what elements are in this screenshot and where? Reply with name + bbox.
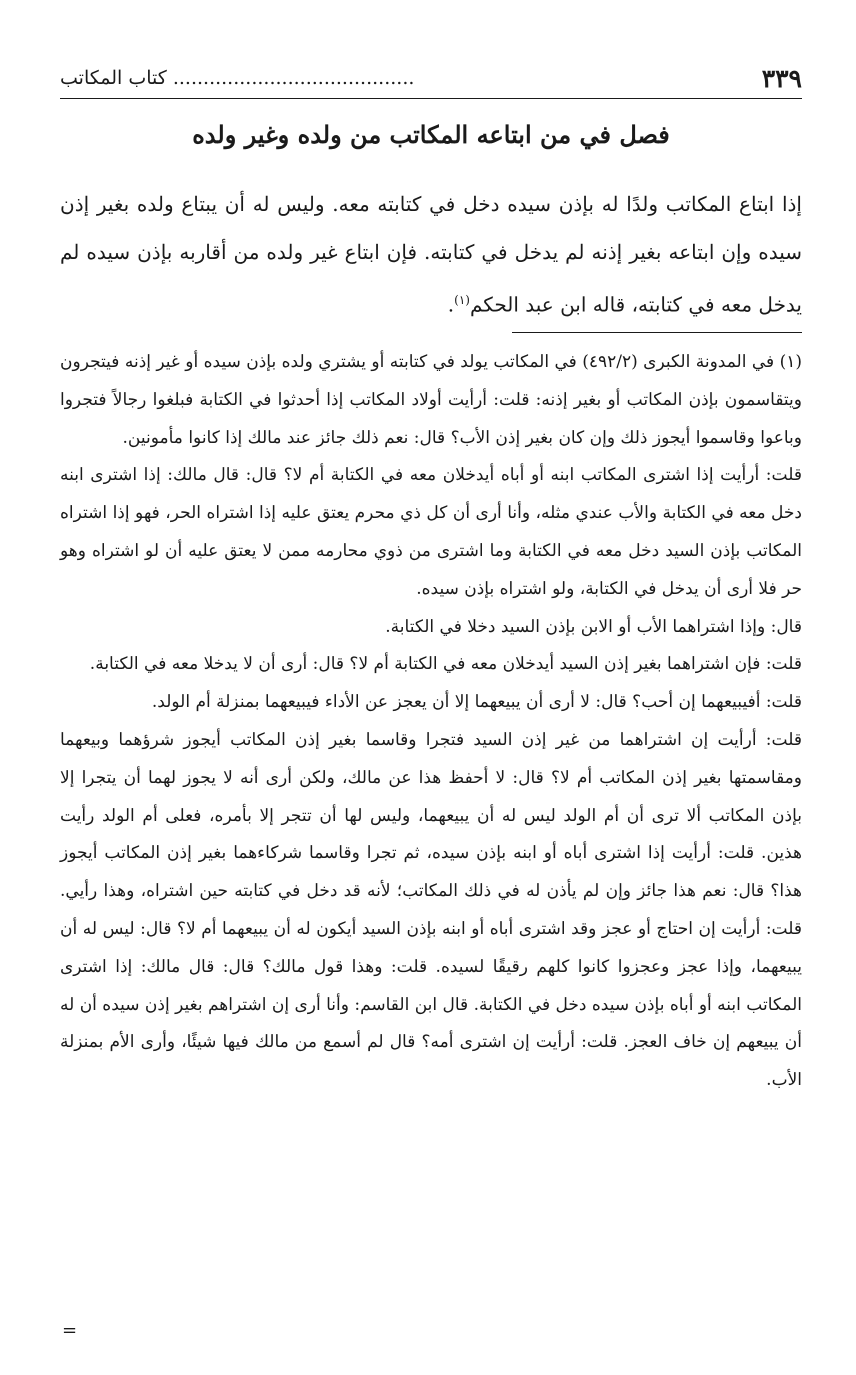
footnote-paragraph: قال: وإذا اشتراهما الأب أو الابن بإذن السيد دخلا في الكتابة.: [385, 616, 802, 637]
main-paragraph: [60, 180, 802, 329]
paragraph-end: .: [447, 292, 455, 317]
header-dots: ........................................: [172, 67, 415, 89]
footnote-paragraph: قلت: أرأيت إن اشتراهما من غير إذن السيد فتجرا وقاسما بغير إذن المكاتب أيجوز شرؤهما وبيعهما ومقاسمتها بغير إذن المكاتب أم لا؟ قال: لا أحفظ هذا عن مالك، ولكن أرى أنه لا يجوز لهما أن يتجرا إلا بإذن المكاتب ألا ترى أن أم الولد ليس له أن يبيعهما، وليس لها أن تتجر إلا بأمره، فعلى أم الولد رأيت هذين. قلت: أرأيت إذا اشترى أباه أو ابنه بإذن سيده، ثم تجرا وقاسما شركاءهما بغير إذن المكاتب أيجوز هذا؟ قال: نعم هذا جائز وإن لم يأذن له في ذلك المكاتب؛ لأنه قد دخل في كتابته حين اشتراه، وهذا رأيي. قلت: أرأيت إن احتاج أو عجز وقد اشترى أباه أو ابنه بإذن السيد أيكون له أن يبيعهما أم لا؟ قال: ليس له أن يبيعهما، وإذا عجز وعجزوا كانوا كلهم رقيقًا لسيده. قلت: وهذا قول مالك؟ قال: قال مالك: إذا اشترى المكاتب ابنه أو أباه بإذن سيده دخل في الكتابة. قال ابن القاسم: وأنا أرى إن اشتراهم بغير إذن سيده أن له أن يبيعهم إن خاف العجز. قلت: أرأيت إن اشترى أمه؟ قال لم أسمع من مالك فيها شيئًا، وأرى الأم بمنزلة الأب.: [60, 729, 803, 1091]
running-title: [60, 67, 414, 89]
footnote-reference: (١): [454, 293, 470, 307]
footnote-paragraph: قلت: أفيبيعهما إن أحب؟ قال: لا أرى أن يبيعهما إلا أن يعجز عن الأداء فيبيعهما بمنزلة أم الولد.: [151, 692, 802, 713]
footnote-paragraph: قلت: أرأيت إذا اشترى المكاتب ابنه أو أباه أيدخلان معه في الكتابة أم لا؟ قال: قال مالك: إذا اشترى ابنه دخل معه في الكتابة والأب عندي مثله، وأنا أرى أن كل ذي محرم يعتق عليه إذا اشتراه الحر، فهو إذا اشتراه المكاتب بإذن السيد دخل معه في الكتابة وما اشترى من ذوي محارمه ممن لا يعتق عليه أن لو اشتراه وهو حر فلا أرى أن يدخل في الكتابة، ولو اشتراه بإذن سيده.: [60, 465, 802, 599]
page-number: ٣٣٩: [761, 63, 802, 93]
running-header: [60, 58, 802, 99]
footnote-paragraph: (١) في المدونة الكبرى (٤٩٢/٢) في المكاتب يولد في كتابته أو يشتري ولده بإذن سيده أو غير إذنه فيتجرون ويتقاسمون بإذن المكاتب أو بغير إذنه: قلت: أرأيت أولاد المكاتب إذا أحدثوا في الكتابة فبلغوا رجالاً فتجروا وباعوا وقاسموا أيجوز ذلك وإن كان بغير إذن الأب؟ قال: نعم ذلك جائز عند مالك إذا كانوا مأمونين.: [60, 352, 802, 448]
footnote-separator: [512, 332, 802, 333]
book-title: كتاب المكاتب: [60, 67, 167, 89]
main-paragraph-text: إذا ابتاع المكاتب ولدًا له بإذن سيده دخل في كتابته معه. وليس له أن يبتاع ولده بغير إذن سيده وإن ابتاعه بغير إذنه لم يدخل في كتابته. فإن ابتاع غير ولده من أقاربه بإذن سيده لم يدخل معه في كتابته، قاله ابن عبد الحكم: [60, 192, 802, 317]
chapter-title: فصل في من ابتاعه المكاتب من ولده وغير ولده: [192, 120, 670, 149]
footnotes: [60, 344, 802, 1100]
footnote-paragraph: قلت: فإن اشتراهما بغير إذن السيد أيدخلان معه في الكتابة أم لا؟ قال: أرى أن لا يدخلا معه في الكتابة.: [89, 654, 802, 675]
continuation-mark: =: [62, 1320, 78, 1341]
